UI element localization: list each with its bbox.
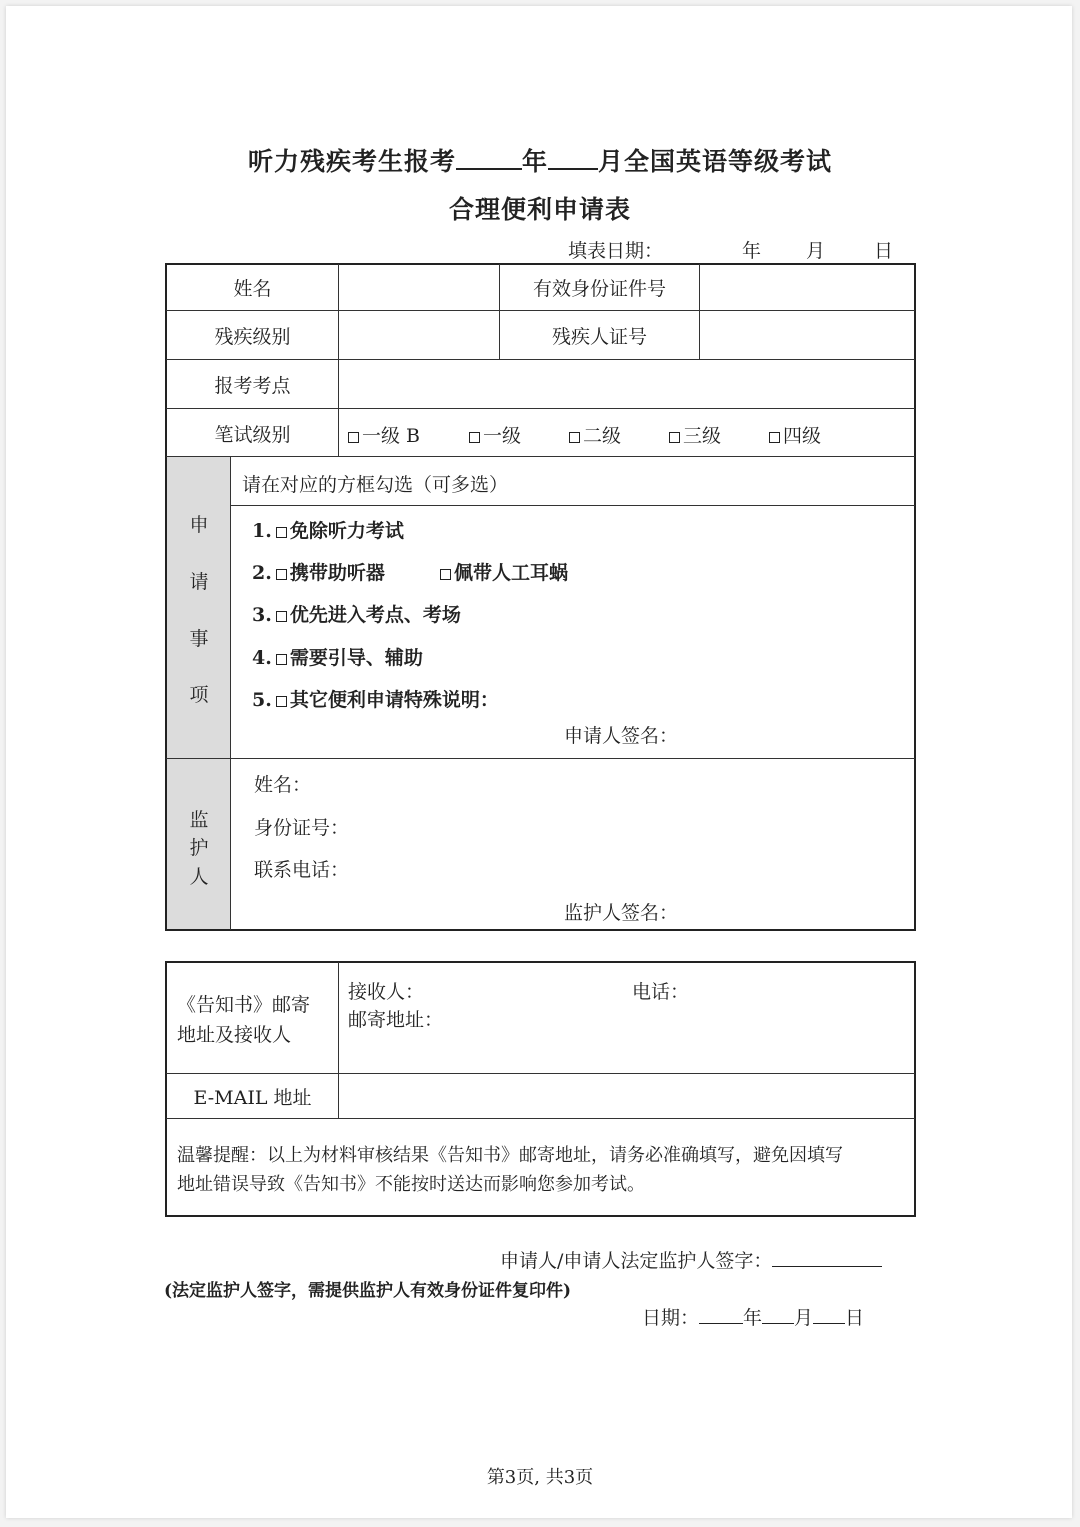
guardian-signature-label: 监护人签名： — [564, 902, 679, 924]
notice-line2: 地址错误导致《告知书》不能按时送达而影响您参加考试。 — [177, 1174, 645, 1195]
apply-item-3[interactable]: 3. 优先进入考点、考场 — [252, 604, 461, 626]
email-label: E-MAIL 地址 — [193, 1087, 312, 1109]
form-title-line1: 听力残疾考生报考 年 月全国英语等级考试 — [0, 142, 1080, 178]
col-divider — [338, 264, 339, 457]
date-year-blank[interactable] — [699, 1305, 743, 1324]
checkbox[interactable] — [276, 654, 287, 665]
applicant-signature-label: 申请人签名： — [564, 725, 679, 747]
notice-line1: 温馨提醒：以上为材料审核结果《告知书》邮寄地址，请务必准确填写，避免因填写 — [177, 1145, 843, 1166]
fill-date-label: 填表日期： — [568, 240, 664, 262]
written-level-label: 笔试级别 — [214, 423, 291, 446]
checkbox[interactable] — [569, 432, 580, 443]
receiver-label: 接收人： — [348, 981, 425, 1003]
col-divider — [699, 264, 700, 360]
checkbox[interactable] — [276, 569, 287, 580]
level-option-1[interactable]: 一级 — [469, 421, 521, 448]
exam-site-label: 报考考点 — [214, 375, 291, 397]
row-divider — [230, 505, 915, 506]
date-month-blank[interactable] — [762, 1305, 794, 1324]
final-signature: 申请人/申请人法定监护人签字： — [500, 1246, 882, 1273]
level-option-4[interactable]: 四级 — [769, 421, 821, 448]
id-label: 有效身份证件号 — [532, 278, 666, 300]
row-divider — [166, 359, 915, 360]
apply-item-1[interactable]: 1. 免除听力考试 — [252, 520, 404, 542]
year-blank[interactable] — [456, 144, 522, 170]
page-number: 第3页, 共3页 — [486, 1467, 594, 1488]
fill-date-year: 年 — [742, 240, 762, 262]
fill-date-month: 月 — [806, 240, 826, 262]
checkbox[interactable] — [440, 569, 451, 580]
disability-cert-input[interactable] — [701, 312, 914, 359]
apply-item-4[interactable]: 4. 需要引导、辅助 — [252, 647, 423, 669]
mail-label-line1: 《告知书》邮寄 — [177, 994, 311, 1016]
level-option-3[interactable]: 三级 — [669, 421, 721, 448]
apply-item-5[interactable]: 5. 其它便利申请特殊说明： — [252, 689, 499, 711]
mail-label-line2: 地址及接收人 — [177, 1024, 292, 1046]
guardian-side-char: 人 — [189, 866, 209, 888]
receiver-phone-label: 电话： — [632, 981, 690, 1003]
apply-side-char: 请 — [189, 571, 209, 593]
checkbox[interactable] — [276, 696, 287, 707]
date-day-blank[interactable] — [813, 1305, 845, 1324]
form-title-line2: 合理便利申请表 — [448, 195, 631, 224]
name-input[interactable] — [340, 265, 499, 310]
checkbox[interactable] — [469, 432, 480, 443]
final-date: 日期： 年 月 日 — [642, 1307, 865, 1329]
checkbox[interactable] — [348, 432, 359, 443]
mail-address-label: 邮寄地址： — [348, 1009, 444, 1031]
apply-side-char: 申 — [189, 514, 209, 536]
level-option-2[interactable]: 二级 — [569, 421, 621, 448]
col-divider — [338, 962, 339, 1119]
disability-cert-label: 残疾人证号 — [551, 326, 647, 348]
apply-side-char: 项 — [189, 684, 209, 706]
exam-site-input[interactable] — [340, 361, 914, 408]
guardian-id-label: 身份证号： — [254, 817, 350, 839]
month-blank[interactable] — [548, 144, 598, 170]
guardian-phone-label: 联系电话： — [254, 859, 350, 881]
col-divider — [230, 457, 231, 930]
guardian-side-char: 监 — [189, 809, 209, 831]
apply-side-char: 事 — [189, 628, 209, 650]
checkbox[interactable] — [769, 432, 780, 443]
apply-instruction: 请在对应的方框勾选（可多选） — [242, 474, 509, 496]
row-divider — [166, 1118, 915, 1119]
row-divider — [166, 1073, 915, 1074]
row-divider — [166, 310, 915, 311]
guardian-note: (法定监护人签字，需提供监护人有效身份证件复印件) — [164, 1281, 572, 1301]
checkbox[interactable] — [276, 611, 287, 622]
name-label: 姓名 — [233, 278, 272, 300]
fill-date-day: 日 — [874, 240, 894, 262]
level-option-1b[interactable]: 一级 B — [348, 421, 420, 448]
checkbox[interactable] — [669, 432, 680, 443]
email-input[interactable] — [340, 1075, 914, 1118]
apply-item-2b[interactable]: 佩带人工耳蜗 — [440, 558, 568, 585]
row-divider — [166, 408, 915, 409]
apply-item-2a[interactable]: 2. 携带助听器 — [252, 562, 385, 584]
guardian-side-char: 护 — [189, 837, 209, 859]
checkbox[interactable] — [276, 527, 287, 538]
id-input[interactable] — [701, 265, 914, 310]
guardian-name-label: 姓名： — [254, 774, 312, 796]
signature-blank[interactable] — [772, 1248, 882, 1267]
disability-level-label: 残疾级别 — [214, 326, 291, 348]
disability-level-input[interactable] — [340, 312, 499, 359]
row-divider — [166, 758, 915, 759]
row-divider — [166, 456, 915, 457]
